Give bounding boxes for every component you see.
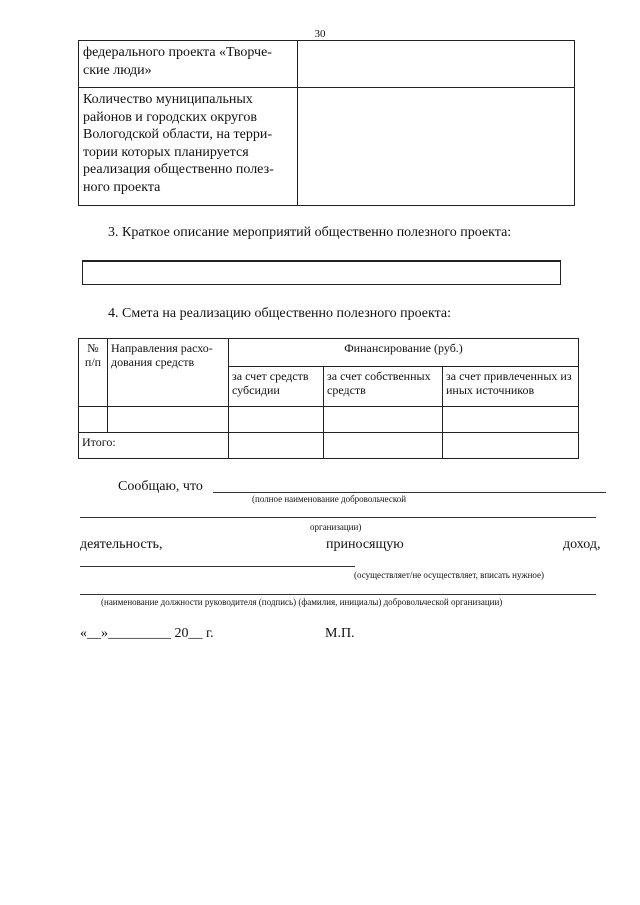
table-row — [79, 407, 579, 433]
cell-subsidy[interactable] — [229, 407, 324, 433]
stamp-place: М.П. — [325, 626, 355, 641]
table-row — [79, 88, 575, 206]
col-direction-header: Направления расхо-дования средств — [108, 339, 229, 407]
declaration-intro: Сообщаю, что — [118, 479, 203, 494]
row-value[interactable] — [298, 88, 575, 206]
signature-line[interactable] — [80, 594, 596, 595]
section-4-title: 4. Смета на реализацию общественно полезного проекта: — [108, 306, 452, 321]
row-label: федерального проекта «Творче-ские люди» — [79, 41, 298, 88]
does-line[interactable] — [80, 566, 355, 567]
signature-hint: (наименование должности руководителя (подпись) (фамилия, инициалы) добровольческой организации) — [101, 597, 503, 607]
org-name-line-2[interactable] — [80, 517, 596, 518]
project-info-table — [78, 40, 575, 206]
description-field[interactable] — [82, 260, 561, 285]
col-financing-header: Финансирование (руб.) — [229, 339, 579, 367]
cell-attracted[interactable] — [443, 407, 579, 433]
total-row — [79, 433, 579, 459]
total-attracted[interactable] — [443, 433, 579, 459]
cell-direction[interactable] — [108, 407, 229, 433]
cell-own[interactable] — [324, 407, 443, 433]
does-hint: (осуществляет/не осуществляет, вписать нужное) — [354, 570, 544, 580]
row-value[interactable] — [298, 41, 575, 88]
col-subsidy-header: за счет средств субсидии — [229, 367, 324, 407]
word-income: доход, — [563, 537, 601, 552]
col-own-header: за счет собственных средств — [324, 367, 443, 407]
section-3-title: 3. Краткое описание мероприятий общественно полезного проекта: — [108, 225, 512, 240]
org-name-line[interactable] — [213, 492, 606, 493]
table-header-row — [79, 339, 579, 367]
org-name-hint: (полное наименование добровольческой — [252, 494, 407, 504]
page-number: 30 — [314, 28, 326, 40]
org-name-hint-2: организации) — [310, 522, 362, 532]
word-activity: деятельность, — [80, 537, 163, 552]
date-field[interactable]: «__»_________ 20__ г. — [80, 626, 214, 641]
budget-table — [78, 338, 579, 459]
col-num-header: № п/п — [79, 339, 108, 407]
total-subsidy[interactable] — [229, 433, 324, 459]
col-attracted-header: за счет привлеченных из иных источников — [443, 367, 579, 407]
word-bringing: приносящую — [326, 537, 404, 552]
total-own[interactable] — [324, 433, 443, 459]
table-row — [79, 41, 575, 88]
total-label: Итого: — [79, 433, 229, 459]
cell-num[interactable] — [79, 407, 108, 433]
row-label: Количество муниципальных районов и городских округов Вологодской области, на терри-тории которых планируется реализация общественно полез-ного проекта — [79, 88, 298, 206]
